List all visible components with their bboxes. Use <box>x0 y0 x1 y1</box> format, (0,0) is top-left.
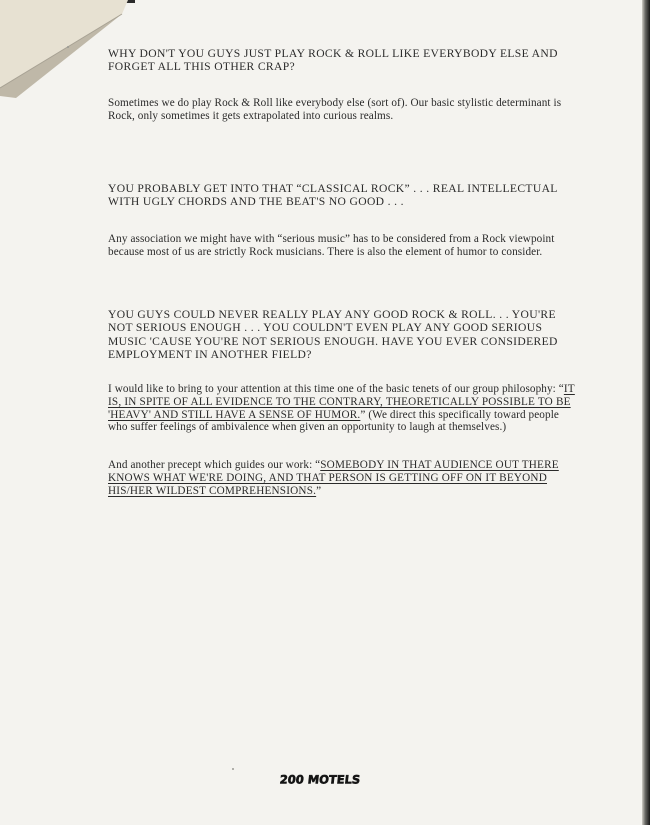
tenet-2-lead: And another precept which guides our work: “ <box>108 459 321 471</box>
paper-speck <box>67 46 69 48</box>
answer-2-text: Any association we might have with “serious music” has to be considered from a Rock viewpoint because most of us are strictly Rock musicians. There is also the element of humor to consider. <box>108 233 555 258</box>
tenet-2-tail: ” <box>316 484 322 497</box>
answer-1 <box>108 97 578 123</box>
question-3 <box>108 308 578 361</box>
tenet-2-quote: SOMEBODY IN THAT AUDIENCE OUT THERE KNOWS WHAT WE'RE DOING, AND THAT PERSON IS GETTING OFF ON IT BEYOND HIS/HER WILDEST COMPREHENSIONS. <box>108 459 559 497</box>
question-1 <box>108 47 578 74</box>
question-3-text: YOU GUYS COULD NEVER REALLY PLAY ANY GOOD ROCK & ROLL. . . YOU'RE NOT SERIOUS ENOUGH . . . YOU COULDN'T EVEN PLAY ANY GOOD SERIOUS MUSIC 'CAUSE YOU'RE NOT SERIOUS ENOUGH. HAVE YOU EVER CONSIDERED EMPLOYMENT IN ANOTHER FIELD? <box>108 308 558 361</box>
tenet-1-paragraph <box>108 383 578 434</box>
tenet-2-paragraph <box>108 459 578 497</box>
200-motels-logo <box>279 770 361 788</box>
answer-2 <box>108 233 578 259</box>
tenet-1-quote: IT IS, IN SPITE OF ALL EVIDENCE TO THE CONTRARY, THEORETICALLY POSSIBLE TO BE 'HEAVY' AND STILL HAVE A SENSE OF HUMOR. <box>108 383 575 421</box>
paper-speck <box>232 768 234 770</box>
page-edge-shadow <box>642 0 650 825</box>
question-2-text: YOU PROBABLY GET INTO THAT “CLASSICAL ROCK” . . . REAL INTELLECTUAL WITH UGLY CHORDS AND THE BEAT'S NO GOOD . . . <box>108 182 558 209</box>
tenet-2 <box>108 459 578 497</box>
question-1-text: WHY DON'T YOU GUYS JUST PLAY ROCK & ROLL LIKE EVERYBODY ELSE AND FORGET ALL THIS OTHER CRAP? <box>108 47 558 74</box>
tenet-1 <box>108 383 578 434</box>
question-2 <box>108 182 578 209</box>
tenet-1-tail: ” (We direct this specifically toward people who suffer feelings of ambivalence when given an opportunity to laugh at themselves.) <box>108 408 559 434</box>
tenet-1-lead: I would like to bring to your attention at this time one of the basic tenets of our group philosophy: “ <box>108 383 564 395</box>
logo-text: 200 MOTELS <box>279 772 361 787</box>
answer-1-text: Sometimes we do play Rock & Roll like everybody else (sort of). Our basic stylistic determinant is Rock, only sometimes it gets extrapolated into curious realms. <box>108 97 562 122</box>
